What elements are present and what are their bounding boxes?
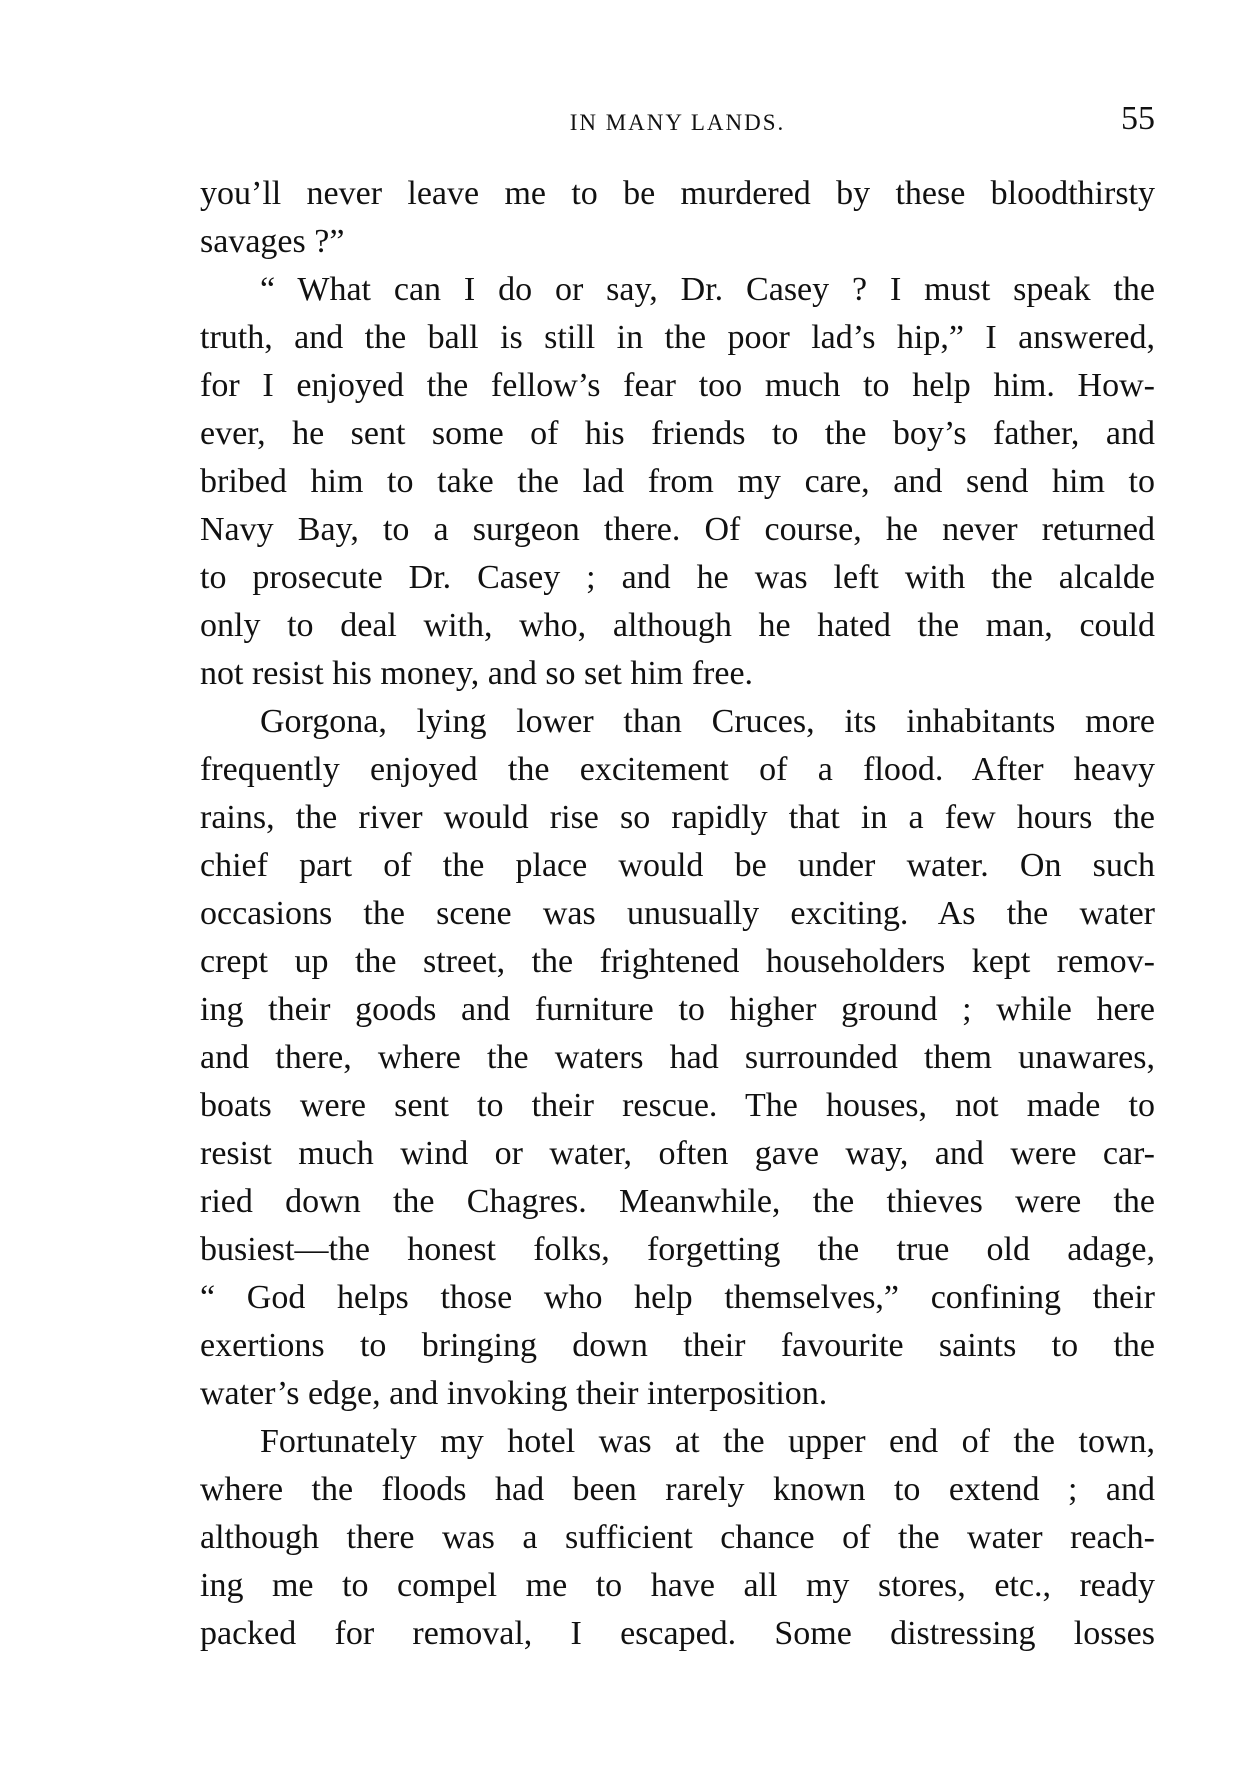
text-line: Gorgona, lying lower than Cruces, its inhabitants more [260, 703, 1155, 740]
text-line: ever, he sent some of his friends to the boy’s father, and [200, 415, 1155, 452]
text-line: boats were sent to their rescue. The houses, not made to [200, 1087, 1155, 1124]
text-line: “ What can I do or say, Dr. Casey ? I must speak the [260, 271, 1155, 308]
text-line: ing their goods and furniture to higher ground ; while here [200, 991, 1155, 1028]
text-line: not resist his money, and so set him free. [200, 655, 754, 692]
body-text [200, 170, 1155, 1658]
text-line: exertions to bringing down their favourite saints to the [200, 1327, 1155, 1364]
text-line: truth, and the ball is still in the poor lad’s hip,” I answered, [200, 319, 1155, 356]
text-line: “ God helps those who help themselves,” confining their [200, 1279, 1155, 1316]
page-number: 55 [1121, 100, 1155, 137]
text-line: only to deal with, who, although he hated the man, could [200, 607, 1155, 644]
text-line: although there was a sufficient chance of the water reach- [200, 1519, 1155, 1556]
text-line: crept up the street, the frightened householders kept remov- [200, 943, 1155, 980]
text-line: to prosecute Dr. Casey ; and he was left with the alcalde [200, 559, 1155, 596]
text-line: bribed him to take the lad from my care, and send him to [200, 463, 1155, 500]
text-line: savages ?” [200, 223, 345, 260]
text-line: you’ll never leave me to be murdered by these bloodthirsty [200, 175, 1155, 212]
running-title: IN MANY LANDS. [569, 110, 786, 135]
text-line: frequently enjoyed the excitement of a flood. After heavy [200, 751, 1155, 788]
text-line: Navy Bay, to a surgeon there. Of course, he never returned [200, 511, 1155, 548]
text-line: Fortunately my hotel was at the upper end of the town, [260, 1423, 1155, 1460]
text-line: rains, the river would rise so rapidly that in a few hours the [200, 799, 1155, 836]
text-line: water’s edge, and invoking their interposition. [200, 1375, 828, 1412]
text-line: resist much wind or water, often gave way, and were car- [200, 1135, 1155, 1172]
text-line: ing me to compel me to have all my stores, etc., ready [200, 1567, 1155, 1604]
text-line: occasions the scene was unusually exciting. As the water [200, 895, 1155, 932]
text-line: packed for removal, I escaped. Some distressing losses [200, 1615, 1155, 1652]
text-line: where the floods had been rarely known to extend ; and [200, 1471, 1155, 1508]
text-line: busiest—the honest folks, forgetting the true old adage, [200, 1231, 1155, 1268]
text-line: ried down the Chagres. Meanwhile, the thieves were the [200, 1183, 1155, 1220]
text-line: chief part of the place would be under water. On such [200, 847, 1155, 884]
running-header [200, 100, 1155, 146]
text-line: for I enjoyed the fellow’s fear too much to help him. How- [200, 367, 1155, 404]
text-line: and there, where the waters had surrounded them unawares, [200, 1039, 1155, 1076]
